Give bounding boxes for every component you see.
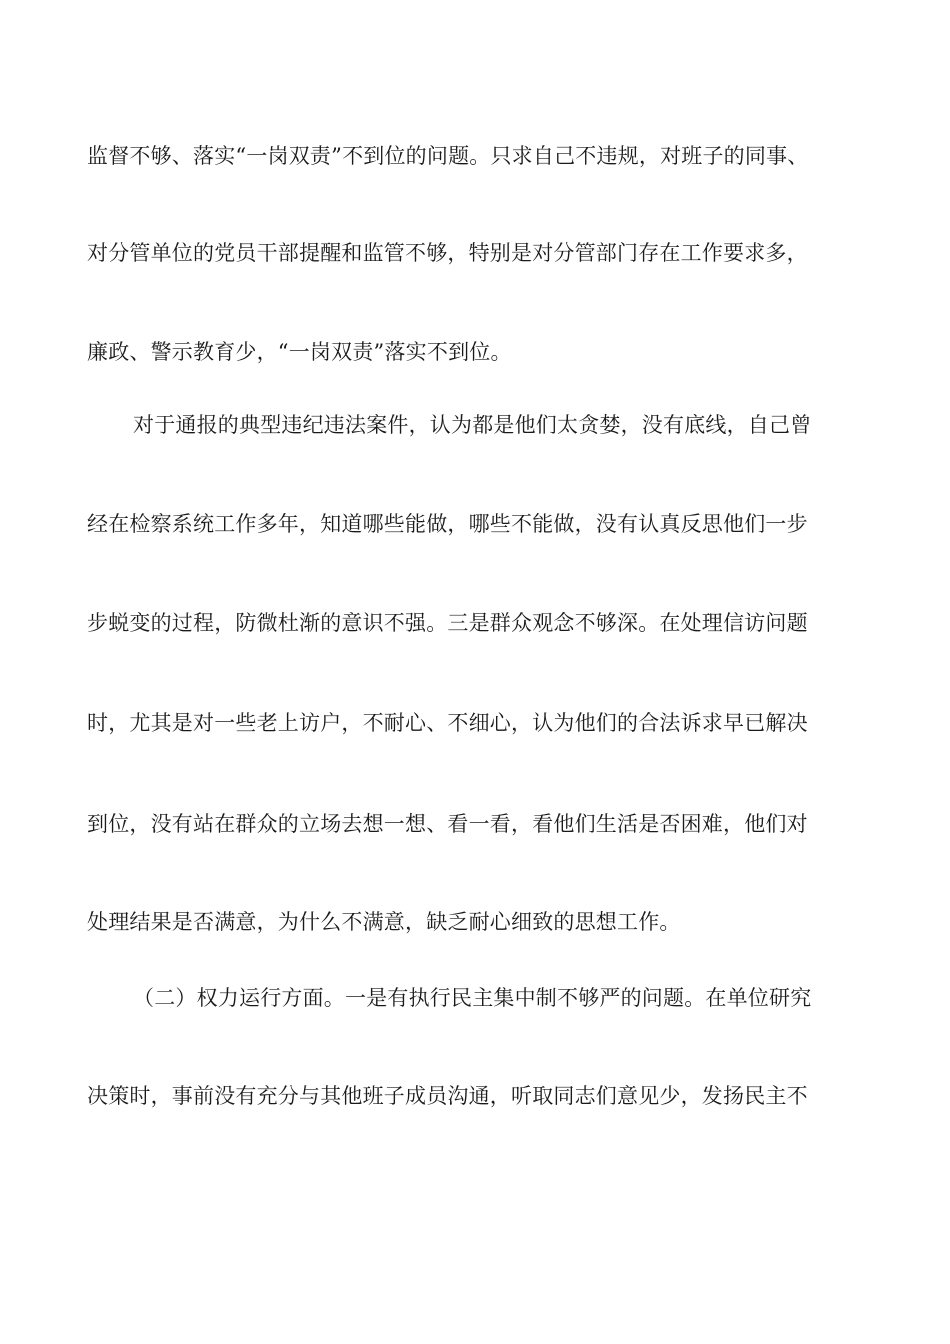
text-line: 经在检察系统工作多年，知道哪些能做，哪些不能做，没有认真反思他们一步 (87, 512, 808, 536)
text-line: 到位，没有站在群众的立场去想一想、看一看，看他们生活是否困难，他们对 (87, 812, 808, 836)
text-line: 处理结果是否满意，为什么不满意，缺乏耐心细致的思想工作。 (87, 910, 681, 934)
text-line: 决策时，事前没有充分与其他班子成员沟通，听取同志们意见少，发扬民主不 (87, 1084, 808, 1108)
paragraph-start-line: 对于通报的典型违纪违法案件，认为都是他们太贪婪，没有底线，自己曾 (133, 413, 812, 437)
text-line: 时，尤其是对一些老上访户，不耐心、不细心，认为他们的合法诉求早已解决 (87, 711, 808, 735)
text-line: 对分管单位的党员干部提醒和监管不够，特别是对分管部门存在工作要求多， (87, 241, 808, 265)
text-line: 步蜕变的过程，防微杜渐的意识不强。三是群众观念不够深。在处理信访问题 (87, 611, 808, 635)
section-heading-line: （二）权力运行方面。一是有执行民主集中制不够严的问题。在单位研究 (133, 986, 812, 1010)
text-line: 廉政、警示教育少，“一岗双责”落实不到位。 (87, 340, 512, 364)
text-line: 监督不够、落实“一岗双责”不到位的问题。只求自己不违规，对班子的同事、 (87, 144, 809, 168)
